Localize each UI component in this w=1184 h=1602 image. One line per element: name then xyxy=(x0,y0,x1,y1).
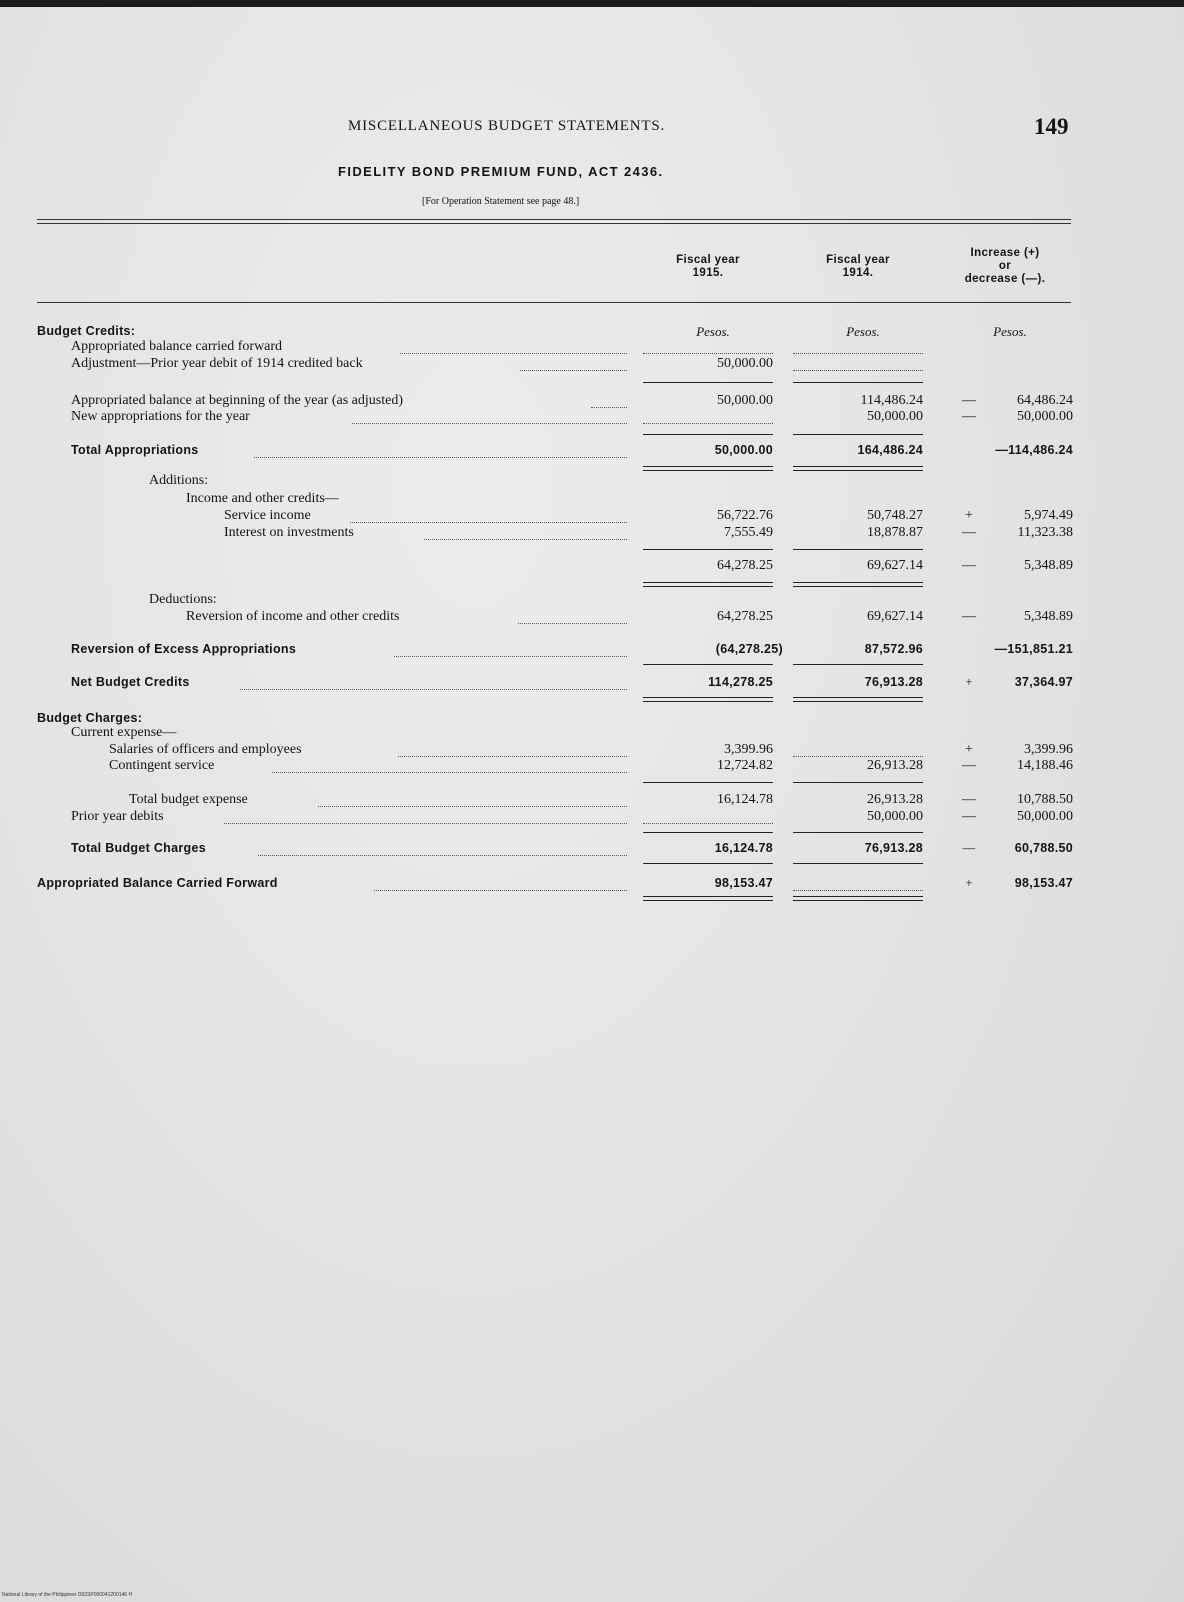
sum-rule xyxy=(793,549,923,550)
double-rule xyxy=(793,470,923,471)
sum-rule xyxy=(643,434,773,435)
double-rule xyxy=(643,701,773,702)
subsection-deductions: Deductions: xyxy=(149,592,217,607)
table-row: Adjustment—Prior year debit of 1914 credited back 50,000.00 xyxy=(0,355,1184,372)
archive-footer: National Library of the Philippines D02SP000041200146 H xyxy=(2,1592,133,1598)
running-header: MISCELLANEOUS BUDGET STATEMENTS. xyxy=(348,118,666,134)
table-row: Appropriated balance carried forward xyxy=(0,338,1184,355)
balance-carried-forward-row: Appropriated Balance Carried Forward 98,153.47 + 98,153.47 xyxy=(37,876,1073,890)
col-1914-header: Fiscal year 1914. xyxy=(826,254,890,279)
table-row: Contingent service 12,724.82 26,913.28 — 14,188.46 xyxy=(109,758,1073,773)
sum-rule xyxy=(643,549,773,550)
sum-rule xyxy=(793,832,923,833)
double-rule xyxy=(793,900,923,901)
sum-rule xyxy=(643,382,773,383)
sum-rule xyxy=(793,664,923,665)
section-budget-charges: Budget Charges: xyxy=(37,711,143,725)
subtotal-row: 64,278.25 69,627.14 — 5,348.89 xyxy=(717,558,1073,573)
sum-rule xyxy=(643,664,773,665)
operation-note: [For Operation Statement see page 48.] xyxy=(422,196,580,207)
table-row: Prior year debits 50,000.00 — 50,000.00 xyxy=(71,809,1073,824)
double-rule xyxy=(793,697,923,698)
sum-rule xyxy=(643,863,773,864)
table-row: Interest on investments 7,555.49 18,878.87 — 11,323.38 xyxy=(224,525,1073,540)
double-rule xyxy=(643,586,773,587)
table-row: New appropriations for the year 50,000.00 — 50,000.00 xyxy=(71,409,1073,424)
sum-rule xyxy=(793,863,923,864)
double-rule xyxy=(643,470,773,471)
double-rule xyxy=(643,466,773,467)
col-1915-header: Fiscal year 1915. xyxy=(676,254,740,279)
table-row: Appropriated balance at beginning of the year (as adjusted) 50,000.00 114,486.24 — 64,486.24 xyxy=(71,393,1073,408)
subsection-additions: Additions: xyxy=(149,473,209,488)
double-rule xyxy=(643,900,773,901)
unit-change: Pesos. xyxy=(993,324,1027,339)
subsection-income: Income and other credits— xyxy=(186,491,339,506)
sum-rule xyxy=(793,382,923,383)
total-budget-charges-row: Total Budget Charges 16,124.78 76,913.28 — 60,788.50 xyxy=(71,841,1073,855)
double-rule xyxy=(793,586,923,587)
table-row: Salaries of officers and employees 3,399.96 + 3,399.96 xyxy=(109,742,1073,757)
col-change-header: Increase (+) or decrease (—). xyxy=(964,247,1046,285)
table-row: Reversion of income and other credits 64,278.25 69,627.14 — 5,348.89 xyxy=(186,609,1073,624)
double-rule xyxy=(643,896,773,897)
subsection-current-expense: Current expense— xyxy=(71,725,177,740)
net-budget-credits-row: Net Budget Credits 114,278.25 76,913.28 + 37,364.97 xyxy=(71,675,1073,689)
sum-rule xyxy=(643,782,773,783)
double-rule xyxy=(793,701,923,702)
double-rule xyxy=(643,582,773,583)
double-rule xyxy=(643,697,773,698)
double-rule xyxy=(793,582,923,583)
unit-1915: Pesos. xyxy=(696,324,730,339)
section-budget-credits: Budget Credits: xyxy=(37,324,136,338)
total-appropriations-row: Total Appropriations 50,000.00 164,486.24 —114,486.24 xyxy=(71,443,1073,457)
top-rule-2 xyxy=(37,223,1071,224)
reversion-excess-row: Reversion of Excess Appropriations (64,278.25) 87,572.96 —151,851.21 xyxy=(71,642,1073,656)
top-rule xyxy=(37,219,1071,220)
sum-rule xyxy=(643,832,773,833)
double-rule xyxy=(793,896,923,897)
page-number: 149 xyxy=(1034,114,1069,139)
header-rule xyxy=(37,302,1071,303)
table-row: Service income 56,722.76 50,748.27 + 5,974.49 xyxy=(224,508,1073,523)
unit-1914: Pesos. xyxy=(846,324,880,339)
double-rule xyxy=(793,466,923,467)
sum-rule xyxy=(793,782,923,783)
scan-edge xyxy=(0,0,1184,7)
table-row: Total budget expense 16,124.78 26,913.28 — 10,788.50 xyxy=(129,792,1073,807)
fund-title: FIDELITY BOND PREMIUM FUND, ACT 2436. xyxy=(338,164,664,179)
sum-rule xyxy=(793,434,923,435)
